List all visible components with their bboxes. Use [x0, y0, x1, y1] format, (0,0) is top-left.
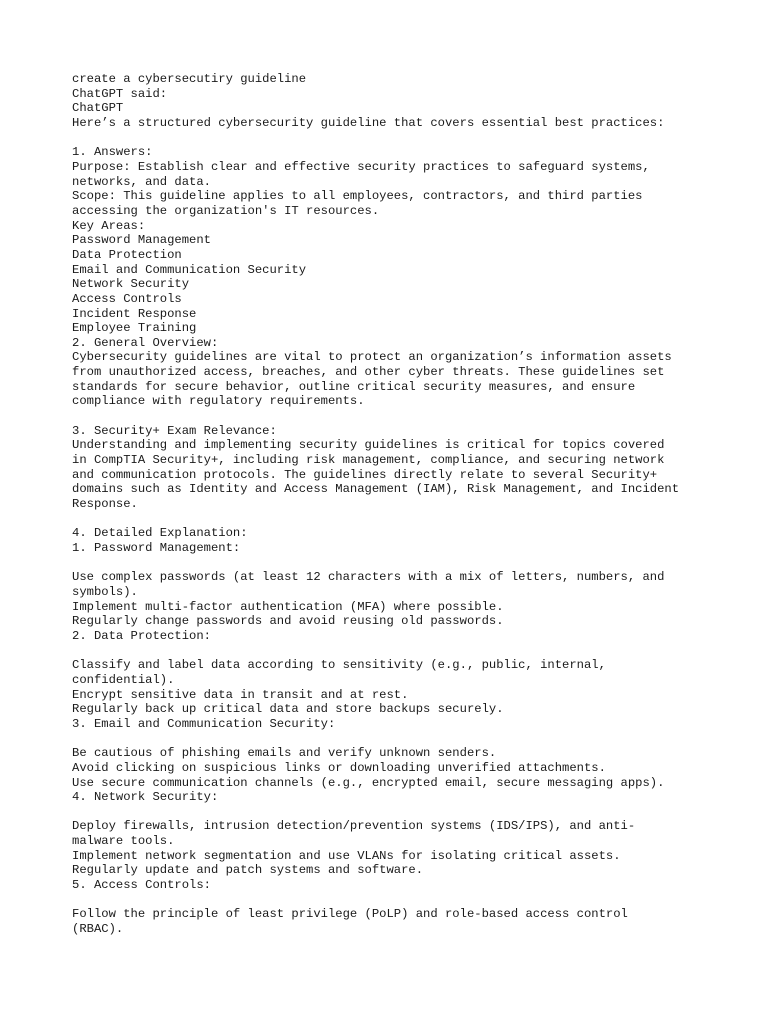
document-line: and communication protocols. The guidelines directly relate to several Security+: [72, 467, 658, 482]
section-heading: 2. General Overview:: [72, 335, 219, 350]
document-line: Avoid clicking on suspicious links or downloading unverified attachments.: [72, 760, 606, 775]
list-item: Email and Communication Security: [72, 262, 307, 277]
document-line: from unauthorized access, breaches, and other cyber threats. These guidelines set: [72, 365, 665, 380]
document-line: Use complex passwords (at least 12 characters with a mix of letters, numbers, and: [72, 570, 665, 585]
document-line: Deploy firewalls, intrusion detection/prevention systems (IDS/IPS), and anti-: [72, 819, 636, 834]
document-line: malware tools.: [72, 834, 175, 849]
subsection-heading: 4. Network Security:: [72, 790, 219, 805]
document-line: confidential).: [72, 672, 175, 687]
blank-line: [72, 644, 712, 659]
document-line: ChatGPT: [72, 101, 124, 116]
section-heading: 1. Answers:: [72, 145, 153, 160]
document-line: symbols).: [72, 584, 138, 599]
document-line: domains such as Identity and Access Management (IAM), Risk Management, and Incident: [72, 482, 680, 497]
document-line: compliance with regulatory requirements.: [72, 394, 365, 409]
document-line: Understanding and implementing security guidelines is critical for topics covered: [72, 438, 665, 453]
document-page: [72, 72, 712, 937]
document-line: Regularly update and patch systems and software.: [72, 863, 424, 878]
document-line: accessing the organization's IT resources.: [72, 203, 380, 218]
document-line: Follow the principle of least privilege (PoLP) and role-based access control: [72, 907, 628, 922]
document-line: Implement multi-factor authentication (MFA) where possible.: [72, 599, 504, 614]
list-item: Incident Response: [72, 306, 197, 321]
subsection-heading: 1. Password Management:: [72, 541, 241, 555]
subsection-heading: 3. Email and Communication Security:: [72, 716, 336, 731]
document-line: Classify and label data according to sensitivity (e.g., public, internal,: [72, 658, 606, 673]
document-line: Regularly change passwords and avoid reusing old passwords.: [72, 614, 504, 629]
blank-line: [72, 732, 712, 747]
document-line: Implement network segmentation and use VLANs for isolating critical assets.: [72, 848, 621, 863]
document-line: Cybersecurity guidelines are vital to protect an organization’s information assets: [72, 350, 672, 365]
list-item: Access Controls: [72, 291, 182, 306]
subsection-heading: 2. Data Protection:: [72, 628, 211, 643]
document-line: standards for secure behavior, outline critical security measures, and ensure: [72, 379, 636, 394]
subsection-heading: 5. Access Controls:: [72, 878, 211, 893]
section-heading: 3. Security+ Exam Relevance:: [72, 423, 277, 438]
list-item: Employee Training: [72, 321, 197, 336]
document-line: Scope: This guideline applies to all employees, contractors, and third parties: [72, 189, 643, 204]
blank-line: [72, 805, 712, 820]
document-line: Response.: [72, 497, 138, 512]
section-heading: 4. Detailed Explanation:: [72, 526, 248, 541]
document-line: Purpose: Establish clear and effective security practices to safeguard systems,: [72, 159, 650, 174]
blank-line: [72, 556, 712, 571]
document-line: in CompTIA Security+, including risk management, compliance, and securing network: [72, 453, 665, 468]
document-line: Encrypt sensitive data in transit and at rest.: [72, 687, 409, 702]
blank-line: [72, 409, 712, 424]
document-line: ChatGPT said:: [72, 86, 168, 101]
blank-line: [72, 512, 712, 527]
blank-line: [72, 131, 712, 146]
document-line: create a cybersecutiry guideline: [72, 72, 307, 86]
list-item: Password Management: [72, 233, 211, 248]
document-line: Here’s a structured cybersecurity guideline that covers essential best practices:: [72, 115, 665, 130]
document-line: (RBAC).: [72, 922, 124, 937]
document-line: Key Areas:: [72, 218, 146, 233]
document-line: Regularly back up critical data and store backups securely.: [72, 702, 504, 717]
document-line: Be cautious of phishing emails and verify unknown senders.: [72, 746, 497, 761]
list-item: Network Security: [72, 277, 190, 292]
list-item: Data Protection: [72, 247, 182, 262]
document-line: networks, and data.: [72, 174, 211, 189]
document-line: Use secure communication channels (e.g., encrypted email, secure messaging apps).: [72, 775, 665, 790]
blank-line: [72, 893, 712, 908]
